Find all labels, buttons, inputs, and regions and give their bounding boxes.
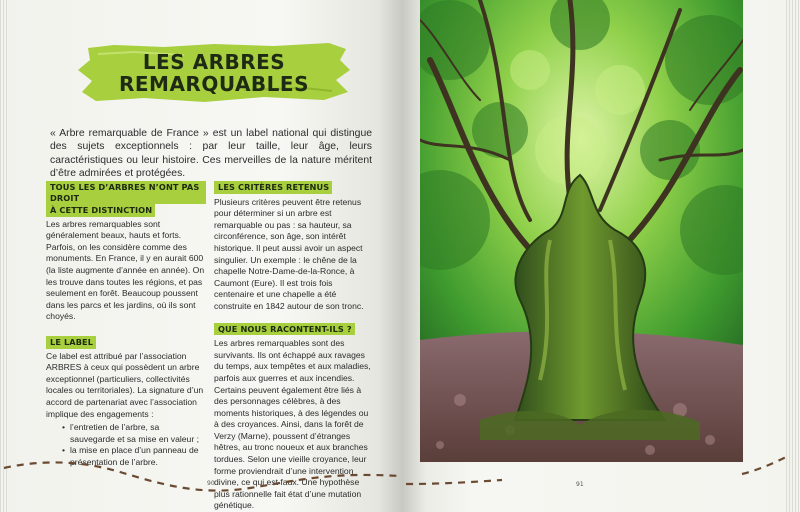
list-item: • l’entretien de l’arbre, sa sauvegarde et sa mise en valeur ;: [62, 422, 199, 444]
section-heading-criteria: [214, 181, 374, 194]
heading-line-1: TOUS LES D’ARBRES N’ONT PAS DROIT: [46, 181, 206, 204]
section-body-distinction: Les arbres remarquables sont généralement beaux, hauts et forts. Parfois, on les considère comme des monuments. En France, il y en aurait 600 (la liste augmente d’année en année). On les trouve dans toutes les régions, et pas seulement en forêt. Beaucoup poussent dans les parcs et les jardins, où ils sont choyés.: [46, 218, 205, 322]
tree-photo: [420, 0, 743, 462]
section-body-stories: Les arbres remarquables sont des survivants. Ils ont échappé aux ravages du temps, aux tempêtes et aux maladies, parfois aux guerres et aux incendies. Certains peuvent également être liés à des personnages célèbres, à des moments historiques, à des légendes ou à des croyances. Ainsi, dans la forêt de Verzy (Marne), poussent d’étranges hêtres, au tronc noueux et aux branches tordues. Selon une vieille croyance, leur forme proviendrait d’une intervention divine, ce qui est faux. Une hypothèse plus rationnelle fait état d’une mutation génétique.: [214, 338, 371, 511]
page-title: [74, 51, 354, 95]
title-line-1: LES ARBRES: [142, 50, 286, 74]
page-number-left: 90: [207, 480, 215, 487]
page-edge-left: [0, 0, 8, 512]
section-body-label: Ce label est attribué par l’association ARBRES à ceux qui possèdent un arbre exceptionnel (particuliers, collectivités locales ou territoriales). La signature d’un accord de partenariat avec l’association implique des engagements :: [46, 350, 204, 419]
page-edge-right: [786, 0, 800, 512]
left-column: [46, 181, 206, 469]
bullet-icon: •: [62, 422, 66, 433]
section-heading-stories: [214, 323, 374, 336]
heading-criteria-text: LES CRITÈRES RETENUS: [214, 181, 332, 194]
page-number-right: 91: [576, 481, 584, 488]
section-body-criteria: Plusieurs critères peuvent être retenus pour déterminer si un arbre est remarquable ou pas : sa hauteur, sa circonférence, son âge, son intérêt historique. Il peut aussi avoir un aspect singulier. Un exemple : le chêne de la chapelle Notre-Dame-de-la-Ronce, à Caumont (Eure). Il est trois fois centenaire et une chapelle a été construite en 1842 autour de son tronc.: [214, 196, 364, 311]
title-banner: [74, 40, 354, 106]
heading-line-2: À CETTE DISTINCTION: [46, 204, 155, 217]
heading-stories-text: QUE NOUS RACONTENT-ILS ?: [214, 323, 355, 336]
title-line-2: REMARQUABLES: [118, 72, 309, 96]
bullet-icon: •: [62, 445, 66, 456]
section-heading-distinction: [46, 181, 206, 217]
dashed-path-decoration: [0, 450, 402, 510]
list-item: • la mise en place d’un panneau de présentation de l’arbre.: [62, 445, 199, 467]
intro-paragraph: « Arbre remarquable de France » est un label national qui distingue des sujets exceptionnels : par leur taille, leur âge, leurs caractéristiques ou leur histoire. Ces merveilles de la nature méritent d’être admirées et protégées.: [50, 128, 372, 179]
beech-tree-image: [420, 0, 743, 462]
section-heading-label: [46, 336, 206, 349]
heading-label-text: LE LABEL: [46, 336, 96, 349]
